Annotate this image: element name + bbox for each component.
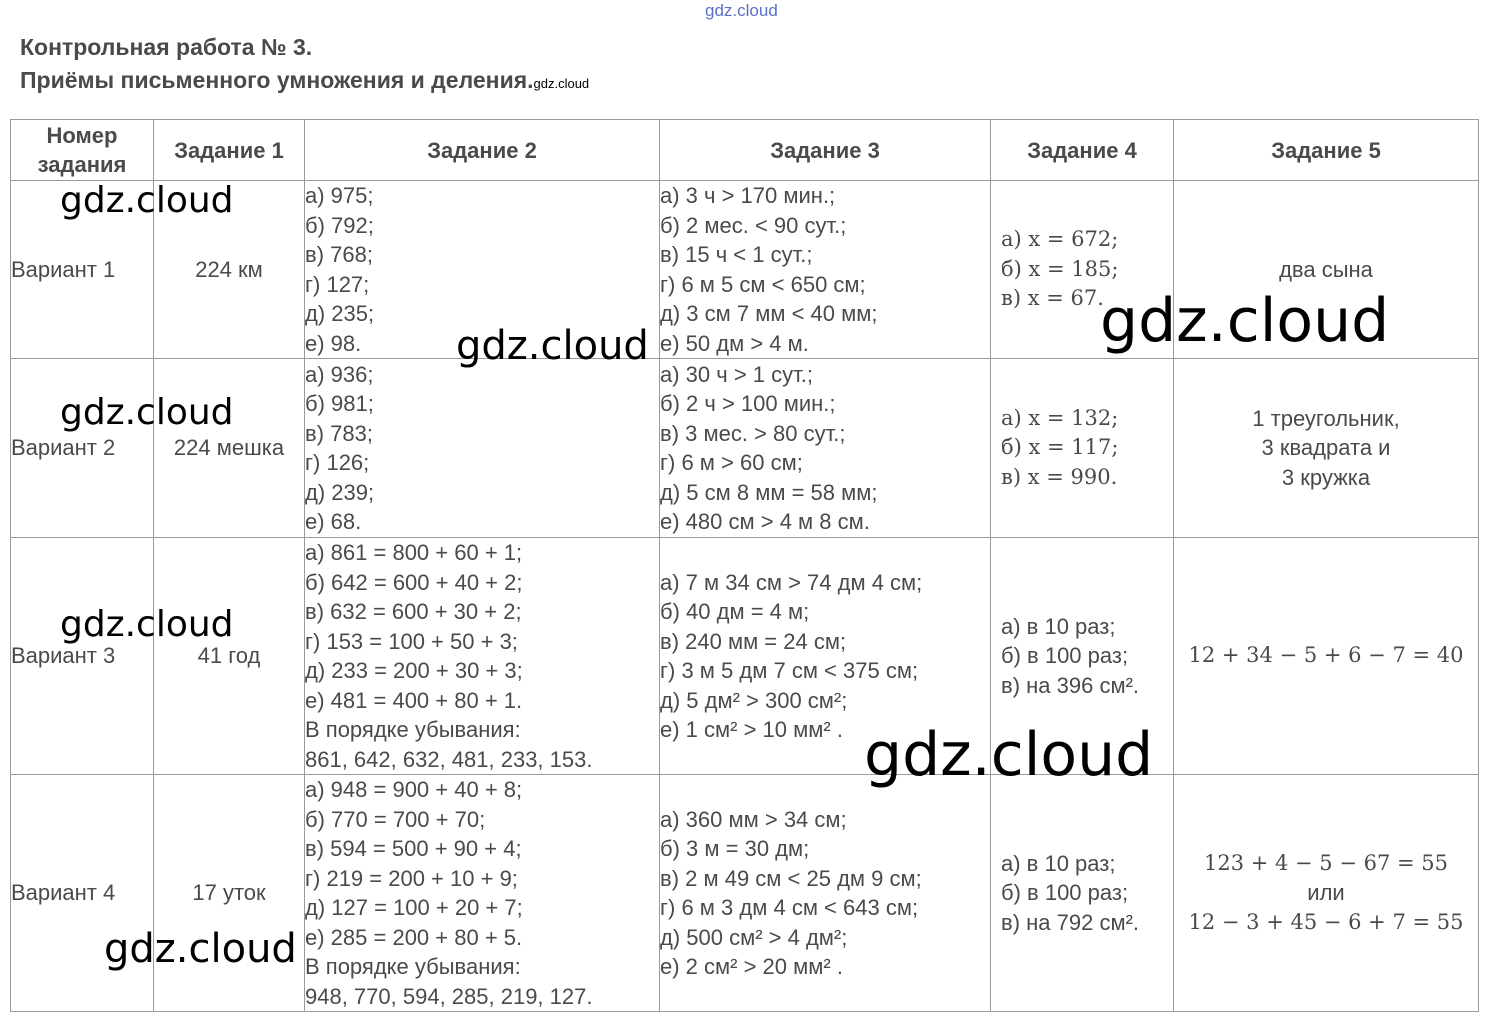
task-2-answer bbox=[305, 181, 660, 359]
header-number bbox=[11, 120, 154, 181]
answer-line: в) 2 м 49 см < 25 дм 9 см; bbox=[660, 865, 922, 891]
answer-line: в) на 792 см². bbox=[1001, 909, 1140, 935]
header-task-1: Задание 1 bbox=[154, 120, 305, 181]
answer-line: в) 783; bbox=[305, 420, 373, 446]
answer-line: б) в 100 раз; bbox=[1001, 643, 1129, 669]
task-5-answer bbox=[1174, 181, 1479, 359]
answer-line: д) 235; bbox=[305, 301, 375, 326]
answer-line: е) 285 = 200 + 80 + 5. bbox=[305, 924, 523, 950]
answer-line: д) 5 дм² > 300 см²; bbox=[660, 687, 848, 713]
answer-line: д) 3 см 7 мм < 40 мм; bbox=[660, 301, 878, 326]
answer-line: в) x = 990. bbox=[1001, 464, 1118, 489]
task-2-answer bbox=[305, 538, 660, 775]
answer-line: г) 153 = 100 + 50 + 3; bbox=[305, 628, 518, 654]
answer-line: е) 1 см² > 10 мм² . bbox=[660, 717, 843, 742]
title-line-2 bbox=[20, 64, 589, 100]
answer-line: е) 68. bbox=[305, 509, 362, 534]
task-3-answer bbox=[660, 181, 991, 359]
answer-line: а) в 10 раз; bbox=[1001, 850, 1116, 876]
answer-line: д) 233 = 200 + 30 + 3; bbox=[305, 658, 523, 683]
header-task-4: Задание 4 bbox=[991, 120, 1174, 181]
answer-line: в) 768; bbox=[305, 242, 373, 267]
answer-line: б) 2 мес. < 90 сут.; bbox=[660, 212, 847, 238]
answer-line: два сына bbox=[1279, 256, 1373, 282]
answer-line: е) 98. bbox=[305, 330, 362, 356]
watermark-overlay: gdz.cloud bbox=[456, 323, 649, 369]
answer-line: в) 15 ч < 1 сут.; bbox=[660, 242, 813, 267]
variant-label: Вариант 4 bbox=[11, 775, 154, 1012]
answer-line: а) x = 672; bbox=[1001, 227, 1119, 252]
task-2-answer bbox=[305, 775, 660, 1012]
answer-line: В порядке убывания: bbox=[305, 954, 521, 979]
answer-line: г) 126; bbox=[305, 450, 370, 475]
answer-line: в) 3 мес. > 80 сут.; bbox=[660, 420, 846, 446]
task-3-answer bbox=[660, 775, 991, 1012]
answer-line: д) 239; bbox=[305, 479, 375, 505]
answer-line: б) 770 = 700 + 70; bbox=[305, 806, 486, 832]
answer-line: б) x = 117; bbox=[1001, 435, 1119, 460]
task-5-answer bbox=[1174, 359, 1479, 538]
task-5-answer bbox=[1174, 775, 1479, 1012]
watermark-overlay: gdz.cloud bbox=[104, 926, 297, 972]
answers-table bbox=[10, 119, 1479, 1012]
header-number-line-2: задания bbox=[37, 152, 127, 177]
answer-line: 3 квадрата и bbox=[1261, 435, 1391, 461]
table-row bbox=[11, 538, 1479, 775]
title-line-1: Контрольная работа № 3. bbox=[20, 34, 313, 60]
answer-line: 948, 770, 594, 285, 219, 127. bbox=[305, 983, 593, 1009]
header-row bbox=[11, 120, 1479, 181]
answer-line: а) 360 мм > 34 см; bbox=[660, 806, 847, 832]
title-line-2-text: Приёмы письменного умножения и деления. bbox=[20, 67, 534, 93]
watermark-overlay: gdz.cloud bbox=[60, 604, 234, 645]
answer-line: е) 480 см > 4 м 8 см. bbox=[660, 509, 870, 534]
header-task-3: Задание 3 bbox=[660, 120, 991, 181]
watermark-title: gdz.cloud bbox=[533, 76, 590, 91]
answer-line: 12 − 3 + 45 − 6 + 7 = 55 bbox=[1188, 909, 1464, 934]
answer-line: 12 + 34 − 5 + 6 − 7 = 40 bbox=[1188, 643, 1464, 668]
answer-line: б) 642 = 600 + 40 + 2; bbox=[305, 569, 523, 595]
answer-line: е) 50 дм > 4 м. bbox=[660, 330, 809, 356]
answer-line: б) x = 185; bbox=[1001, 256, 1119, 281]
variant-label: Вариант 3 bbox=[11, 538, 154, 775]
task-4-answer bbox=[991, 181, 1174, 359]
header-number-line-1: Номер bbox=[46, 123, 118, 148]
answer-line: б) 40 дм = 4 м; bbox=[660, 599, 810, 624]
watermark-top: gdz.cloud bbox=[705, 1, 778, 20]
table-row bbox=[11, 181, 1479, 359]
answer-line: б) 792; bbox=[305, 212, 374, 238]
task-4-answer bbox=[991, 775, 1174, 1012]
answer-line: г) 6 м 5 см < 650 см; bbox=[660, 271, 866, 297]
answer-line: а) 3 ч > 170 мин.; bbox=[660, 183, 836, 208]
task-3-answer bbox=[660, 538, 991, 775]
answer-line: а) 7 м 34 см > 74 дм 4 см; bbox=[660, 569, 923, 595]
task-4-answer bbox=[991, 359, 1174, 538]
task-3-answer bbox=[660, 359, 991, 538]
table-row bbox=[11, 775, 1479, 1012]
answer-line: 3 кружка bbox=[1281, 464, 1371, 490]
answer-line: 861, 642, 632, 481, 233, 153. bbox=[305, 746, 593, 772]
answer-line: в) 632 = 600 + 30 + 2; bbox=[305, 599, 522, 624]
answer-line: а) 975; bbox=[305, 183, 374, 208]
answer-line: В порядке убывания: bbox=[305, 717, 521, 742]
answer-line: е) 2 см² > 20 мм² . bbox=[660, 954, 843, 979]
answer-line: а) 936; bbox=[305, 361, 374, 387]
answer-line: в) 240 мм = 24 см; bbox=[660, 628, 847, 654]
task-1-answer: 224 км bbox=[154, 181, 305, 359]
task-2-answer bbox=[305, 359, 660, 538]
table-row bbox=[11, 359, 1479, 538]
page-title bbox=[20, 31, 589, 100]
answer-line: в) на 396 см². bbox=[1001, 672, 1140, 698]
answer-line: б) в 100 раз; bbox=[1001, 880, 1129, 906]
answer-line: д) 500 см² > 4 дм²; bbox=[660, 924, 848, 950]
answer-line: а) 30 ч > 1 сут.; bbox=[660, 361, 814, 387]
task-1-answer: 41 год bbox=[154, 538, 305, 775]
answer-line: б) 981; bbox=[305, 391, 374, 416]
answer-line: а) в 10 раз; bbox=[1001, 613, 1116, 639]
answer-line: г) 6 м 3 дм 4 см < 643 см; bbox=[660, 895, 919, 920]
answer-line: 1 треугольник, bbox=[1252, 405, 1400, 431]
watermark-overlay: gdz.cloud bbox=[60, 392, 234, 433]
answer-line: г) 127; bbox=[305, 271, 370, 297]
answer-line: или bbox=[1307, 880, 1345, 906]
answer-line: а) 948 = 900 + 40 + 8; bbox=[305, 777, 523, 802]
answer-line: д) 127 = 100 + 20 + 7; bbox=[305, 895, 523, 920]
variant-label: Вариант 1 bbox=[11, 181, 154, 359]
variant-label: Вариант 2 bbox=[11, 359, 154, 538]
watermark-overlay: gdz.cloud bbox=[864, 720, 1154, 790]
answer-line: д) 5 см 8 мм = 58 мм; bbox=[660, 479, 878, 505]
answer-line: г) 6 м > 60 см; bbox=[660, 450, 803, 475]
answer-line: в) 594 = 500 + 90 + 4; bbox=[305, 836, 522, 861]
answer-line: е) 481 = 400 + 80 + 1. bbox=[305, 687, 523, 713]
answer-line: г) 219 = 200 + 10 + 9; bbox=[305, 865, 518, 891]
watermark-overlay: gdz.cloud bbox=[1100, 286, 1390, 356]
header-task-5: Задание 5 bbox=[1174, 120, 1479, 181]
answer-line: г) 3 м 5 дм 7 см < 375 см; bbox=[660, 658, 919, 683]
task-1-answer: 17 уток bbox=[154, 775, 305, 1012]
header-task-2: Задание 2 bbox=[305, 120, 660, 181]
task-5-answer bbox=[1174, 538, 1479, 775]
answer-line: в) x = 67. bbox=[1001, 286, 1104, 311]
answer-line: б) 3 м = 30 дм; bbox=[660, 836, 810, 861]
answer-line: б) 2 ч > 100 мин.; bbox=[660, 391, 836, 416]
watermark-overlay: gdz.cloud bbox=[60, 180, 234, 221]
answer-line: а) x = 132; bbox=[1001, 405, 1119, 430]
answer-line: а) 861 = 800 + 60 + 1; bbox=[305, 540, 523, 565]
task-1-answer: 224 мешка bbox=[154, 359, 305, 538]
task-4-answer bbox=[991, 538, 1174, 775]
answer-line: 123 + 4 − 5 − 67 = 55 bbox=[1203, 850, 1449, 875]
